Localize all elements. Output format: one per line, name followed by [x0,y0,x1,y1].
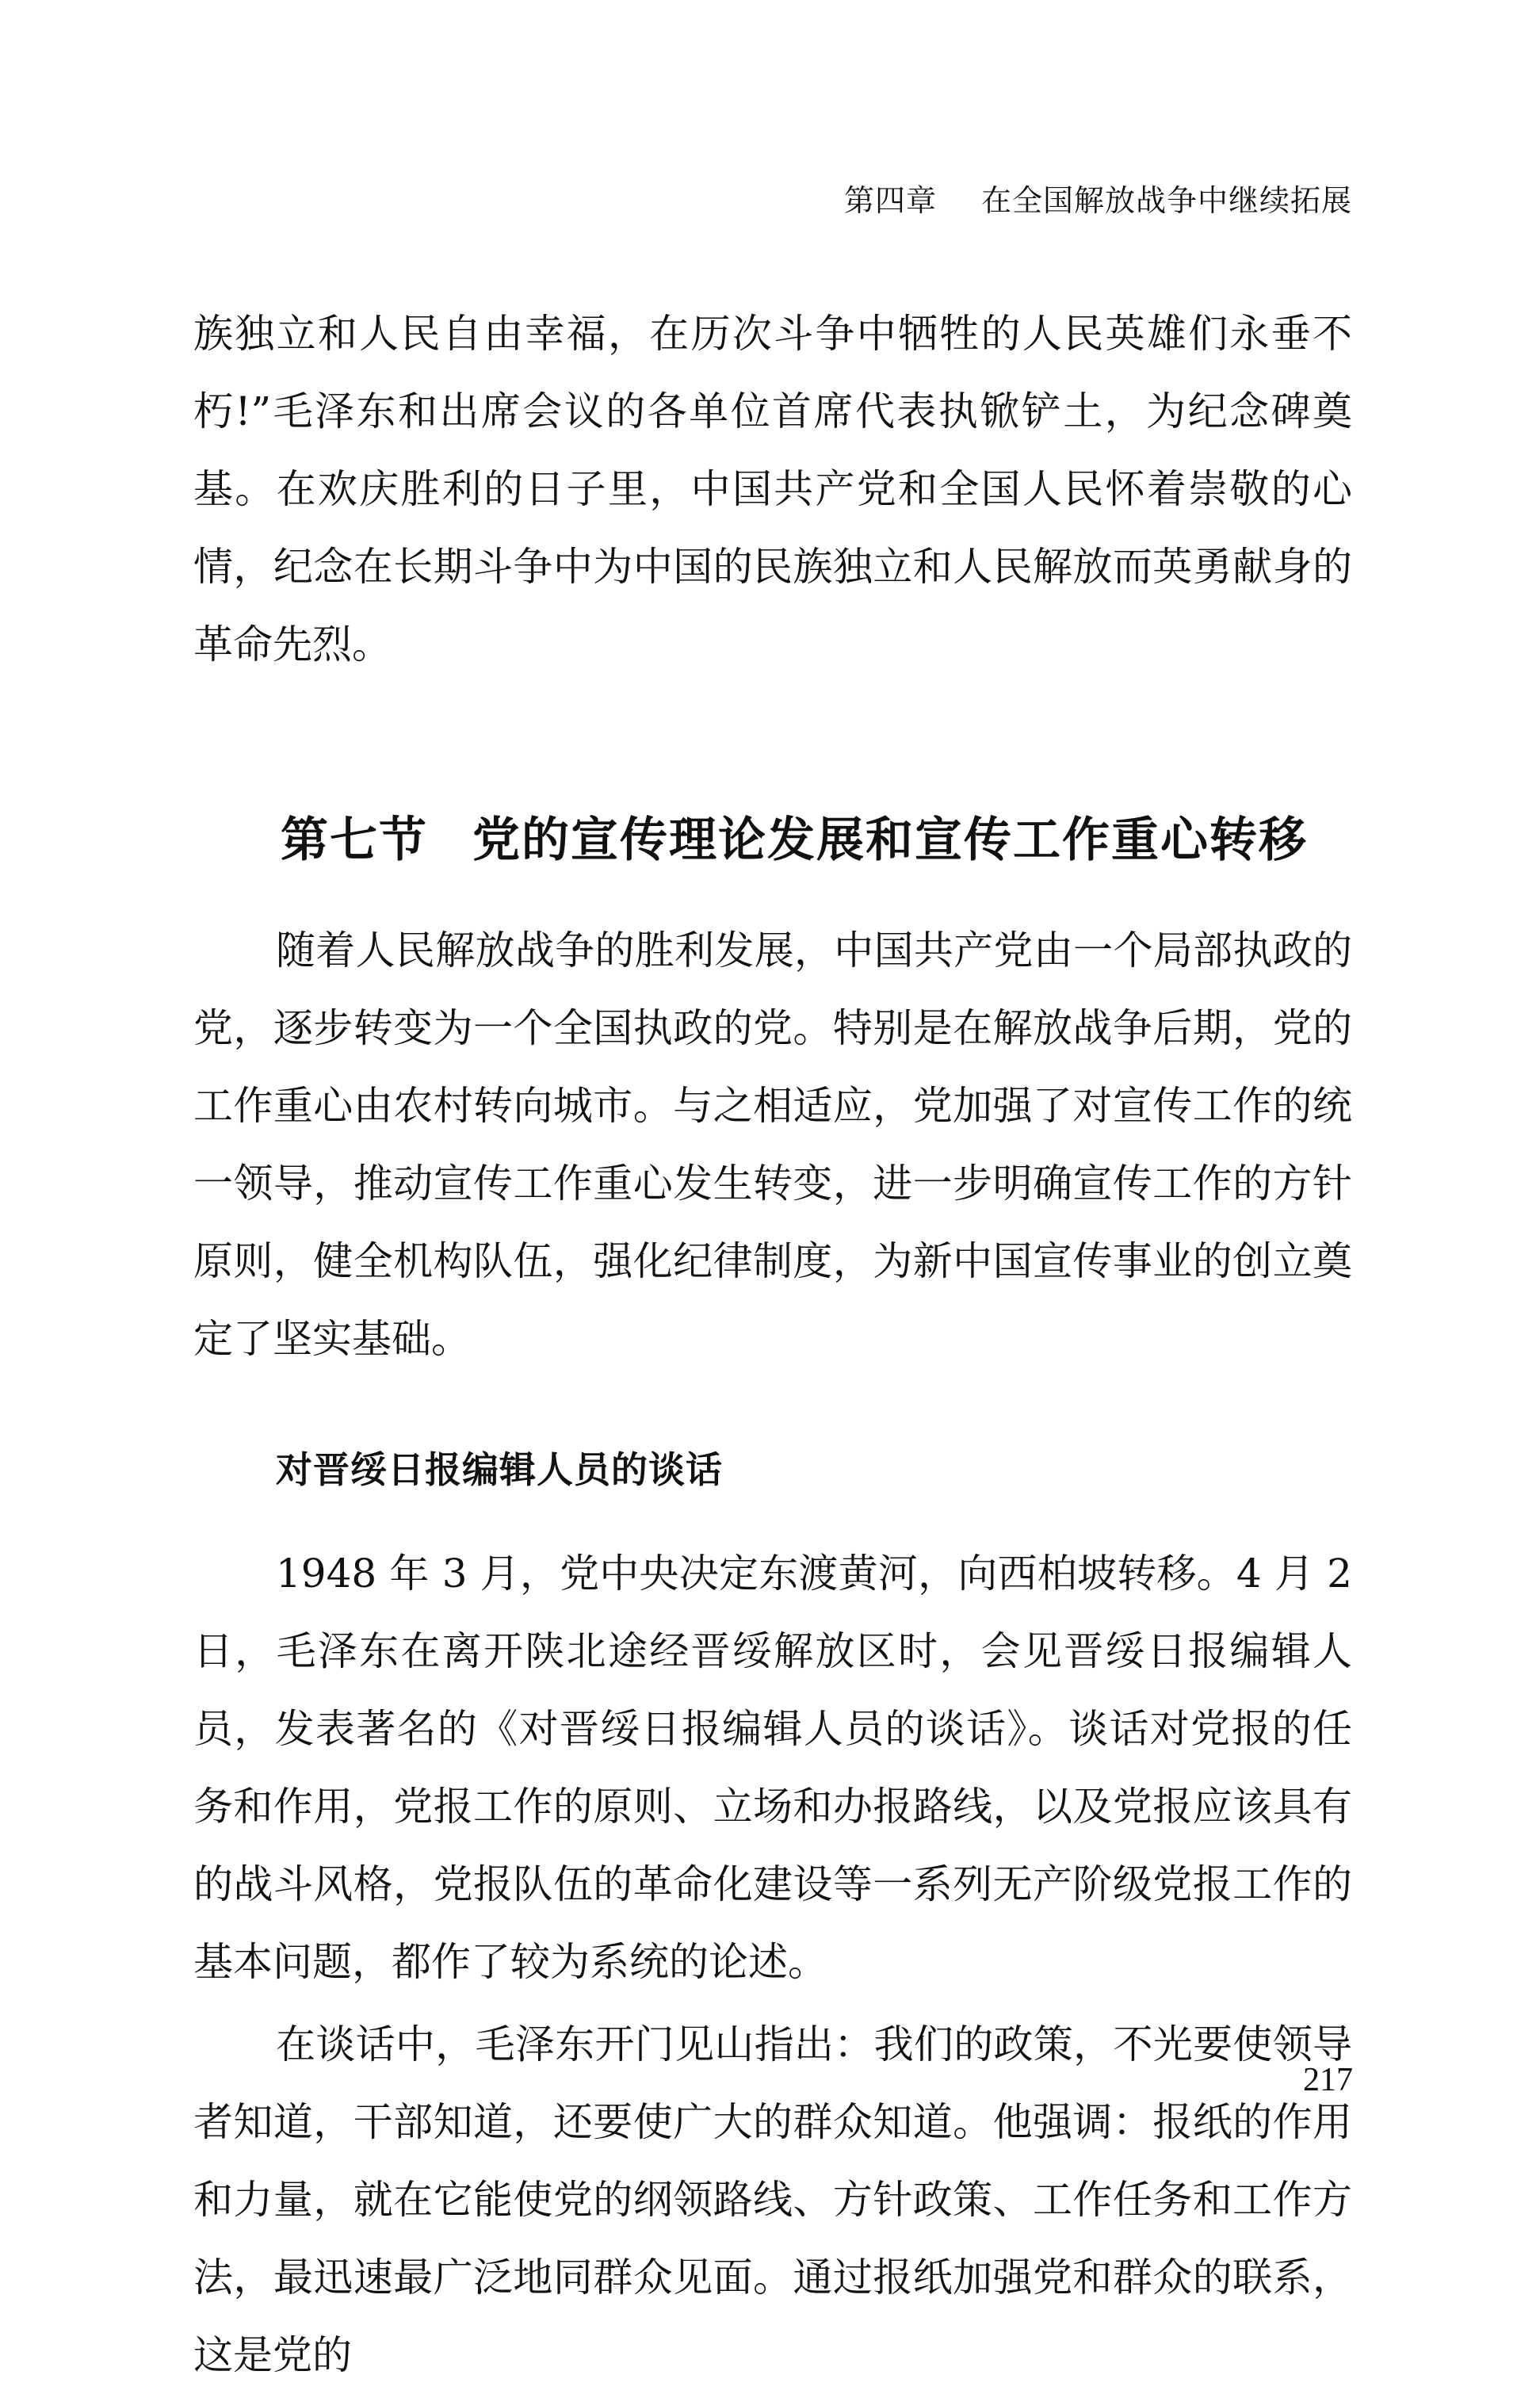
section-heading [193,802,1352,870]
running-header-chapter-title: 在全国解放战争中继续拓展 [980,183,1352,218]
paragraph-talk-background: 1948 年 3 月，党中央决定东渡黄河，向西柏坡转移。4 月 2 日，毛泽东在离开陕北途经晋绥解放区时，会见晋绥日报编辑人员，发表著名的《对晋绥日报编辑人员的谈话》。谈话对党报的任务和作用，党报工作的原则、立场和办报路线，以及党报应该具有的战斗风格，党报队伍的革命化建设等一系列无产阶级党报工作的基本问题，都作了较为系统的论述。 [193,1551,1352,1985]
page-number: 217 [1303,2062,1353,2098]
paragraph-section-intro: 随着人民解放战争的胜利发展，中国共产党由一个局部执政的党，逐步转变为一个全国执政的党。特别是在解放战争后期，党的工作重心由农村转向城市。与之相适应，党加强了对宣传工作的统一领导，推动宣传工作重心发生转变，进一步明确宣传工作的方针原则，健全机构队伍，强化纪律制度，为新中国宣传事业的创立奠定了坚实基础。 [193,927,1352,1362]
section-number: 第七节 [281,813,428,868]
subheading: 对晋绥日报编辑人员的谈话 [276,1448,723,1491]
running-header-chapter: 第四章 [843,183,937,218]
page-body [193,295,1352,2394]
running-header [793,176,1352,220]
section-title: 党的宣传理论发展和宣传工作重心转移 [472,813,1308,868]
paragraph-talk-content: 在谈话中，毛泽东开门见山指出：我们的政策，不光要使领导者知道，干部知道，还要使广大的群众知道。他强调：报纸的作用和力量，就在它能使党的纲领路线、方针政策、工作任务和工作方法，最迅速最广泛地同群众见面。通过报纸加强党和群众的联系，这是党的 [193,2021,1352,2378]
paragraph-continued: 族独立和人民自由幸福，在历次斗争中牺牲的人民英雄们永垂不朽!”毛泽东和出席会议的各单位首席代表执锨铲土，为纪念碑奠基。在欢庆胜利的日子里，中国共产党和全国人民怀着崇敬的心情，纪念在长期斗争中为中国的民族独立和人民解放而英勇献身的革命先烈。 [193,311,1352,667]
